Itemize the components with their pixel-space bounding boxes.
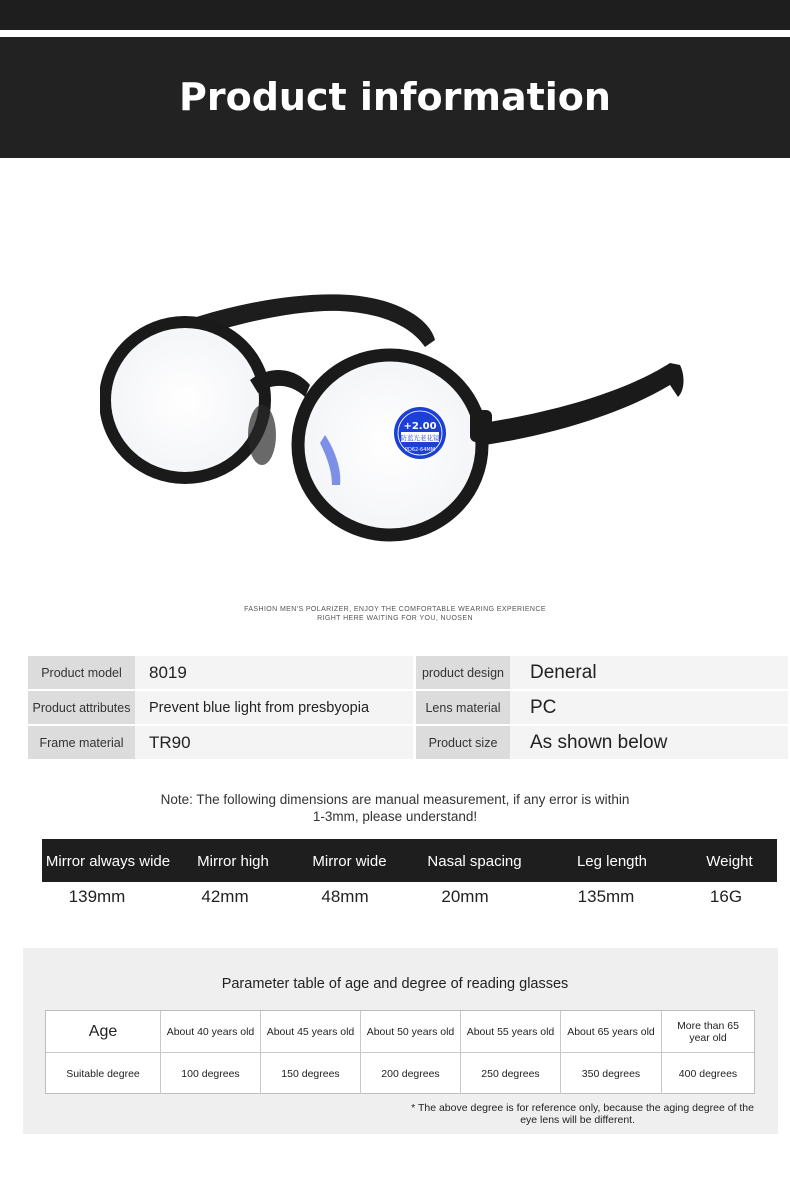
spec-value: TR90	[135, 726, 413, 759]
dim-header-cell: Nasal spacing	[427, 853, 522, 870]
dim-header-cell: Leg length	[576, 853, 648, 870]
badge-pd-text: PD62-64MM	[404, 447, 436, 453]
top-dark-strip	[0, 0, 790, 30]
dim-header-cell: Mirror high	[197, 853, 269, 870]
dim-value: 135mm	[577, 887, 635, 906]
image-caption-line1: FASHION MEN'S POLARIZER, ENJOY THE COMFORTABLE WEARING EXPERIENCE	[244, 606, 546, 613]
param-header-cell: About 55 years old	[461, 1011, 561, 1053]
measurement-note-line1: Note: The following dimensions are manual measurement, if any error is within	[160, 792, 630, 807]
spec-label: Lens material	[416, 691, 510, 724]
dim-value: 139mm	[68, 887, 126, 906]
measurement-note-line2: 1-3mm, please understand!	[312, 809, 478, 824]
param-header-cell: About 40 years old	[161, 1011, 261, 1053]
spec-label: Frame material	[28, 726, 135, 759]
param-header-cell: About 45 years old	[261, 1011, 361, 1053]
param-cell: 200 degrees	[361, 1053, 461, 1094]
dimensions-header	[42, 839, 777, 882]
param-cell: 150 degrees	[261, 1053, 361, 1094]
spec-row	[28, 656, 788, 689]
dim-header-cell: Weight	[706, 853, 753, 870]
spec-label: Product size	[416, 726, 510, 759]
dim-value: 42mm	[201, 887, 249, 906]
dim-header-cell: Mirror wide	[312, 853, 387, 870]
parameter-note-line2: eye lens will be different.	[520, 1114, 635, 1126]
dim-value: 16G	[709, 887, 743, 906]
section-header	[0, 37, 790, 158]
image-caption-line2: RIGHT HERE WAITING FOR YOU, NUOSEN	[317, 615, 473, 622]
spec-label: product design	[416, 656, 510, 689]
param-header-cell: About 65 years old	[561, 1011, 662, 1053]
param-header-cell: Age	[46, 1011, 161, 1053]
param-cell: 100 degrees	[161, 1053, 261, 1094]
parameter-table	[45, 1010, 755, 1094]
spec-value: Prevent blue light from presbyopia	[135, 691, 413, 724]
param-cell: 400 degrees	[678, 1067, 738, 1080]
param-cell: 250 degrees	[461, 1053, 561, 1094]
param-header-cell: About 50 years old	[361, 1011, 461, 1053]
param-cell: 350 degrees	[561, 1053, 662, 1094]
param-header-cell: More than 65 year old	[662, 1011, 754, 1053]
spec-value: Deneral	[510, 656, 788, 689]
parameter-table-title: Parameter table of age and degree of reading glasses	[221, 976, 569, 992]
dim-value: 20mm	[441, 887, 489, 906]
spec-value: As shown below	[510, 726, 788, 759]
spec-label: Product model	[28, 656, 135, 689]
spec-value: PC	[510, 691, 788, 724]
dim-value: 48mm	[321, 887, 369, 906]
spec-label: Product attributes	[28, 691, 135, 724]
spec-row	[28, 691, 788, 724]
page-title: Product information	[179, 75, 611, 119]
spec-row	[28, 726, 788, 759]
param-cell: Suitable degree	[46, 1053, 161, 1094]
spec-value: 8019	[135, 656, 413, 689]
badge-power-text: +2.00	[403, 421, 437, 432]
badge-subtitle-text: 防蓝光老花镜	[400, 434, 440, 442]
parameter-note-line1: * The above degree is for reference only, because the aging degree of the	[411, 1102, 754, 1114]
dim-header-cell: Mirror always wide	[45, 853, 171, 870]
glasses-product-image	[100, 285, 700, 575]
